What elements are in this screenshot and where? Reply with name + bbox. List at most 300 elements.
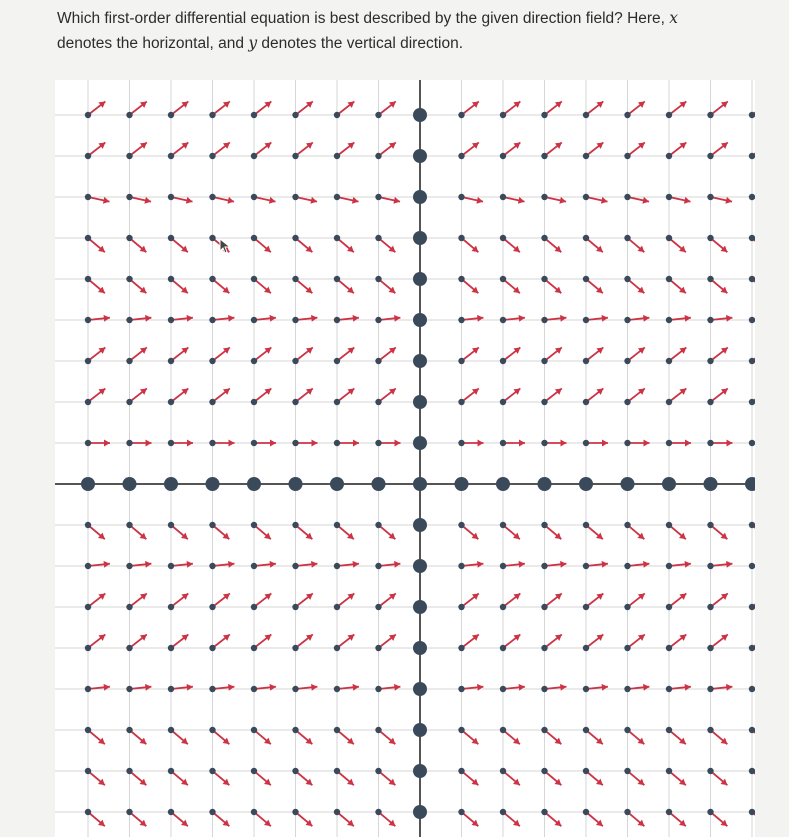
sample-point	[583, 645, 589, 651]
arrowhead-icon	[145, 684, 151, 691]
sample-point	[583, 686, 589, 692]
sample-point	[666, 727, 672, 733]
arrowhead-icon	[311, 315, 317, 322]
sample-point	[666, 317, 672, 323]
sample-point	[624, 768, 630, 774]
equilibrium-point	[455, 477, 469, 491]
sample-point	[458, 522, 464, 528]
sample-point	[666, 645, 672, 651]
sample-point	[541, 522, 547, 528]
sample-point	[251, 153, 257, 159]
equilibrium-point	[289, 477, 303, 491]
sample-point	[126, 276, 132, 282]
arrowhead-icon	[353, 315, 359, 322]
arrowhead-icon	[685, 684, 691, 691]
arrowhead-icon	[270, 684, 276, 691]
sample-point	[500, 809, 506, 815]
equilibrium-point	[496, 477, 510, 491]
sample-point	[707, 112, 713, 118]
sample-point	[707, 686, 713, 692]
arrowhead-icon	[227, 197, 234, 204]
sample-point	[375, 727, 381, 733]
sample-point	[541, 563, 547, 569]
sample-point	[334, 563, 340, 569]
arrowhead-icon	[228, 561, 234, 568]
sample-point	[624, 276, 630, 282]
sample-point	[85, 112, 91, 118]
sample-point	[334, 112, 340, 118]
sample-point	[126, 809, 132, 815]
arrowhead-icon	[602, 440, 608, 447]
sample-point	[168, 153, 174, 159]
sample-point	[583, 768, 589, 774]
sample-point	[334, 194, 340, 200]
equilibrium-point	[413, 190, 427, 204]
sample-point	[749, 604, 755, 610]
sample-point	[749, 358, 755, 364]
arrowhead-icon	[144, 197, 151, 204]
sample-point	[334, 440, 340, 446]
arrowhead-icon	[104, 684, 110, 691]
sample-point	[500, 604, 506, 610]
sample-point	[500, 522, 506, 528]
sample-point	[749, 399, 755, 405]
sample-point	[126, 522, 132, 528]
equilibrium-point	[413, 559, 427, 573]
equilibrium-point	[704, 477, 718, 491]
sample-point	[126, 235, 132, 241]
equilibrium-point	[413, 395, 427, 409]
arrowhead-icon	[145, 315, 151, 322]
sample-point	[458, 727, 464, 733]
sample-point	[168, 604, 174, 610]
arrowhead-icon	[352, 197, 359, 204]
sample-point	[209, 317, 215, 323]
sample-point	[375, 194, 381, 200]
arrowhead-icon	[685, 440, 691, 447]
sample-point	[666, 399, 672, 405]
sample-point	[666, 440, 672, 446]
arrowhead-icon	[644, 440, 650, 447]
sample-point	[85, 440, 91, 446]
sample-point	[707, 317, 713, 323]
sample-point	[749, 768, 755, 774]
sample-point	[749, 317, 755, 323]
arrowhead-icon	[228, 684, 234, 691]
sample-point	[541, 440, 547, 446]
sample-point	[666, 153, 672, 159]
sample-point	[251, 358, 257, 364]
arrowhead-icon	[519, 684, 525, 691]
equilibrium-point	[206, 477, 220, 491]
sample-point	[666, 358, 672, 364]
equilibrium-point	[81, 477, 95, 491]
arrowhead-icon	[104, 315, 110, 322]
sample-point	[126, 686, 132, 692]
sample-point	[500, 645, 506, 651]
sample-point	[292, 563, 298, 569]
sample-point	[168, 522, 174, 528]
sample-point	[85, 809, 91, 815]
arrowhead-icon	[519, 440, 525, 447]
sample-point	[168, 358, 174, 364]
sample-point	[541, 768, 547, 774]
sample-point	[292, 317, 298, 323]
sample-point	[458, 235, 464, 241]
sample-point	[209, 440, 215, 446]
sample-point	[334, 645, 340, 651]
sample-point	[292, 235, 298, 241]
arrowhead-icon	[311, 561, 317, 568]
sample-point	[126, 768, 132, 774]
arrowhead-icon	[685, 315, 691, 322]
arrowhead-icon	[727, 440, 733, 447]
sample-point	[126, 153, 132, 159]
sample-point	[707, 809, 713, 815]
sample-point	[209, 194, 215, 200]
sample-point	[749, 686, 755, 692]
arrowhead-icon	[146, 440, 152, 447]
sample-point	[458, 317, 464, 323]
equilibrium-point	[413, 313, 427, 327]
sample-point	[458, 645, 464, 651]
sample-point	[583, 153, 589, 159]
sample-point	[85, 317, 91, 323]
sample-point	[251, 563, 257, 569]
sample-point	[334, 399, 340, 405]
sample-point	[666, 194, 672, 200]
sample-point	[126, 194, 132, 200]
sample-point	[209, 235, 215, 241]
variable-x: x	[669, 9, 679, 27]
equilibrium-point	[413, 518, 427, 532]
sample-point	[85, 563, 91, 569]
sample-point	[126, 112, 132, 118]
equilibrium-point	[413, 477, 427, 491]
sample-point	[624, 317, 630, 323]
sample-point	[251, 604, 257, 610]
arrowhead-icon	[393, 197, 400, 204]
equilibrium-point	[662, 477, 676, 491]
sample-point	[209, 522, 215, 528]
arrowhead-icon	[602, 684, 608, 691]
arrowhead-icon	[642, 197, 649, 204]
sample-point	[209, 276, 215, 282]
sample-point	[251, 809, 257, 815]
equilibrium-point	[579, 477, 593, 491]
sample-point	[334, 276, 340, 282]
sample-point	[707, 768, 713, 774]
sample-point	[292, 112, 298, 118]
sample-point	[292, 522, 298, 528]
sample-point	[251, 317, 257, 323]
sample-point	[375, 768, 381, 774]
sample-point	[458, 768, 464, 774]
sample-point	[624, 522, 630, 528]
sample-point	[583, 809, 589, 815]
sample-point	[458, 112, 464, 118]
sample-point	[707, 727, 713, 733]
sample-point	[292, 645, 298, 651]
sample-point	[292, 686, 298, 692]
sample-point	[500, 112, 506, 118]
sample-point	[749, 153, 755, 159]
sample-point	[541, 358, 547, 364]
question-text	[57, 6, 777, 56]
equilibrium-point	[413, 641, 427, 655]
sample-point	[209, 153, 215, 159]
sample-point	[707, 399, 713, 405]
sample-point	[749, 809, 755, 815]
sample-point	[458, 153, 464, 159]
arrowhead-icon	[560, 561, 566, 568]
sample-point	[583, 563, 589, 569]
sample-point	[375, 235, 381, 241]
arrowhead-icon	[186, 197, 193, 204]
sample-point	[375, 645, 381, 651]
sample-point	[500, 358, 506, 364]
arrowhead-icon	[478, 440, 484, 447]
sample-point	[85, 686, 91, 692]
sample-point	[375, 276, 381, 282]
sample-point	[168, 809, 174, 815]
arrowhead-icon	[270, 315, 276, 322]
sample-point	[749, 112, 755, 118]
equilibrium-point	[413, 231, 427, 245]
sample-point	[624, 440, 630, 446]
equilibrium-point	[413, 682, 427, 696]
sample-point	[583, 604, 589, 610]
sample-point	[85, 768, 91, 774]
sample-point	[334, 317, 340, 323]
sample-point	[292, 809, 298, 815]
sample-point	[707, 276, 713, 282]
equilibrium-point	[413, 805, 427, 819]
sample-point	[541, 645, 547, 651]
sample-point	[624, 399, 630, 405]
arrowhead-icon	[187, 561, 193, 568]
sample-point	[168, 399, 174, 405]
sample-point	[458, 358, 464, 364]
sample-point	[666, 112, 672, 118]
sample-point	[168, 235, 174, 241]
sample-point	[749, 727, 755, 733]
sample-point	[624, 358, 630, 364]
sample-point	[583, 112, 589, 118]
sample-point	[541, 112, 547, 118]
sample-point	[583, 399, 589, 405]
sample-point	[749, 440, 755, 446]
sample-point	[707, 153, 713, 159]
sample-point	[624, 809, 630, 815]
arrowhead-icon	[312, 440, 318, 447]
sample-point	[209, 358, 215, 364]
arrowhead-icon	[353, 684, 359, 691]
sample-point	[126, 317, 132, 323]
arrowhead-icon	[518, 197, 525, 204]
sample-point	[624, 235, 630, 241]
arrowhead-icon	[559, 197, 566, 204]
sample-point	[126, 358, 132, 364]
sample-point	[541, 276, 547, 282]
equilibrium-point	[538, 477, 552, 491]
arrowhead-icon	[145, 561, 151, 568]
sample-point	[85, 604, 91, 610]
arrowhead-icon	[229, 440, 235, 447]
arrowhead-icon	[685, 561, 691, 568]
sample-point	[583, 440, 589, 446]
arrowhead-icon	[270, 440, 276, 447]
sample-point	[292, 768, 298, 774]
sample-point	[458, 276, 464, 282]
arrowhead-icon	[187, 440, 193, 447]
arrowhead-icon	[560, 315, 566, 322]
sample-point	[707, 522, 713, 528]
sample-point	[209, 686, 215, 692]
sample-point	[209, 604, 215, 610]
sample-point	[707, 194, 713, 200]
sample-point	[126, 399, 132, 405]
arrowhead-icon	[310, 197, 317, 204]
sample-point	[251, 686, 257, 692]
sample-point	[666, 809, 672, 815]
sample-point	[707, 604, 713, 610]
sample-point	[458, 604, 464, 610]
sample-point	[624, 194, 630, 200]
equilibrium-point	[123, 477, 137, 491]
sample-point	[334, 686, 340, 692]
arrowhead-icon	[103, 197, 110, 204]
sample-point	[292, 153, 298, 159]
sample-point	[458, 686, 464, 692]
arrowhead-icon	[187, 684, 193, 691]
arrowhead-icon	[228, 315, 234, 322]
arrowhead-icon	[187, 315, 193, 322]
equilibrium-point	[413, 149, 427, 163]
sample-point	[666, 563, 672, 569]
sample-point	[375, 399, 381, 405]
sample-point	[375, 358, 381, 364]
sample-point	[707, 358, 713, 364]
sample-point	[85, 276, 91, 282]
sample-point	[126, 604, 132, 610]
sample-point	[126, 645, 132, 651]
sample-point	[85, 522, 91, 528]
sample-point	[583, 276, 589, 282]
sample-point	[209, 768, 215, 774]
arrowhead-icon	[353, 561, 359, 568]
sample-point	[375, 153, 381, 159]
sample-point	[85, 358, 91, 364]
sample-point	[334, 522, 340, 528]
arrowhead-icon	[104, 440, 110, 447]
sample-point	[583, 235, 589, 241]
sample-point	[541, 686, 547, 692]
question-line-2: denotes the horizontal, and y denotes the vertical direction.	[57, 34, 463, 52]
question-line-1: Which first-order differential equation is best described by the given direction field? Here, x	[57, 9, 679, 27]
sample-point	[334, 768, 340, 774]
sample-point	[541, 153, 547, 159]
equilibrium-point	[413, 764, 427, 778]
variable-y: y	[248, 34, 258, 52]
arrowhead-icon	[726, 684, 732, 691]
arrowhead-icon	[602, 315, 608, 322]
sample-point	[707, 645, 713, 651]
sample-point	[375, 809, 381, 815]
arrowhead-icon	[643, 561, 649, 568]
arrowhead-icon	[477, 684, 483, 691]
sample-point	[126, 727, 132, 733]
sample-point	[583, 727, 589, 733]
sample-point	[500, 768, 506, 774]
arrowhead-icon	[684, 197, 691, 204]
arrowhead-icon	[269, 197, 276, 204]
sample-point	[583, 317, 589, 323]
arrowhead-icon	[519, 561, 525, 568]
arrowhead-icon	[726, 561, 732, 568]
sample-point	[541, 727, 547, 733]
sample-point	[666, 276, 672, 282]
sample-point	[251, 768, 257, 774]
sample-point	[541, 235, 547, 241]
sample-point	[749, 194, 755, 200]
sample-point	[85, 194, 91, 200]
sample-point	[583, 358, 589, 364]
sample-point	[168, 440, 174, 446]
sample-point	[251, 440, 257, 446]
sample-point	[500, 317, 506, 323]
sample-point	[168, 563, 174, 569]
arrowhead-icon	[601, 197, 608, 204]
arrowhead-icon	[270, 561, 276, 568]
equilibrium-point	[413, 600, 427, 614]
arrowhead-icon	[561, 440, 567, 447]
sample-point	[707, 235, 713, 241]
sample-point	[85, 153, 91, 159]
equilibrium-point	[247, 477, 261, 491]
equilibrium-point	[621, 477, 635, 491]
sample-point	[334, 153, 340, 159]
sample-point	[458, 440, 464, 446]
sample-point	[334, 727, 340, 733]
arrowhead-icon	[394, 684, 400, 691]
arrowhead-icon	[394, 561, 400, 568]
equilibrium-point	[413, 108, 427, 122]
sample-point	[500, 399, 506, 405]
sample-point	[168, 727, 174, 733]
sample-point	[500, 153, 506, 159]
sample-point	[292, 276, 298, 282]
sample-point	[375, 522, 381, 528]
sample-point	[251, 112, 257, 118]
sample-point	[251, 522, 257, 528]
sample-point	[209, 399, 215, 405]
sample-point	[375, 563, 381, 569]
sample-point	[541, 604, 547, 610]
equilibrium-point	[413, 436, 427, 450]
arrowhead-icon	[725, 197, 732, 204]
sample-point	[292, 399, 298, 405]
sample-point	[749, 276, 755, 282]
sample-point	[168, 276, 174, 282]
sample-point	[624, 686, 630, 692]
arrowhead-icon	[477, 315, 483, 322]
sample-point	[126, 563, 132, 569]
sample-point	[500, 563, 506, 569]
sample-point	[666, 604, 672, 610]
arrowhead-icon	[643, 684, 649, 691]
sample-point	[85, 645, 91, 651]
